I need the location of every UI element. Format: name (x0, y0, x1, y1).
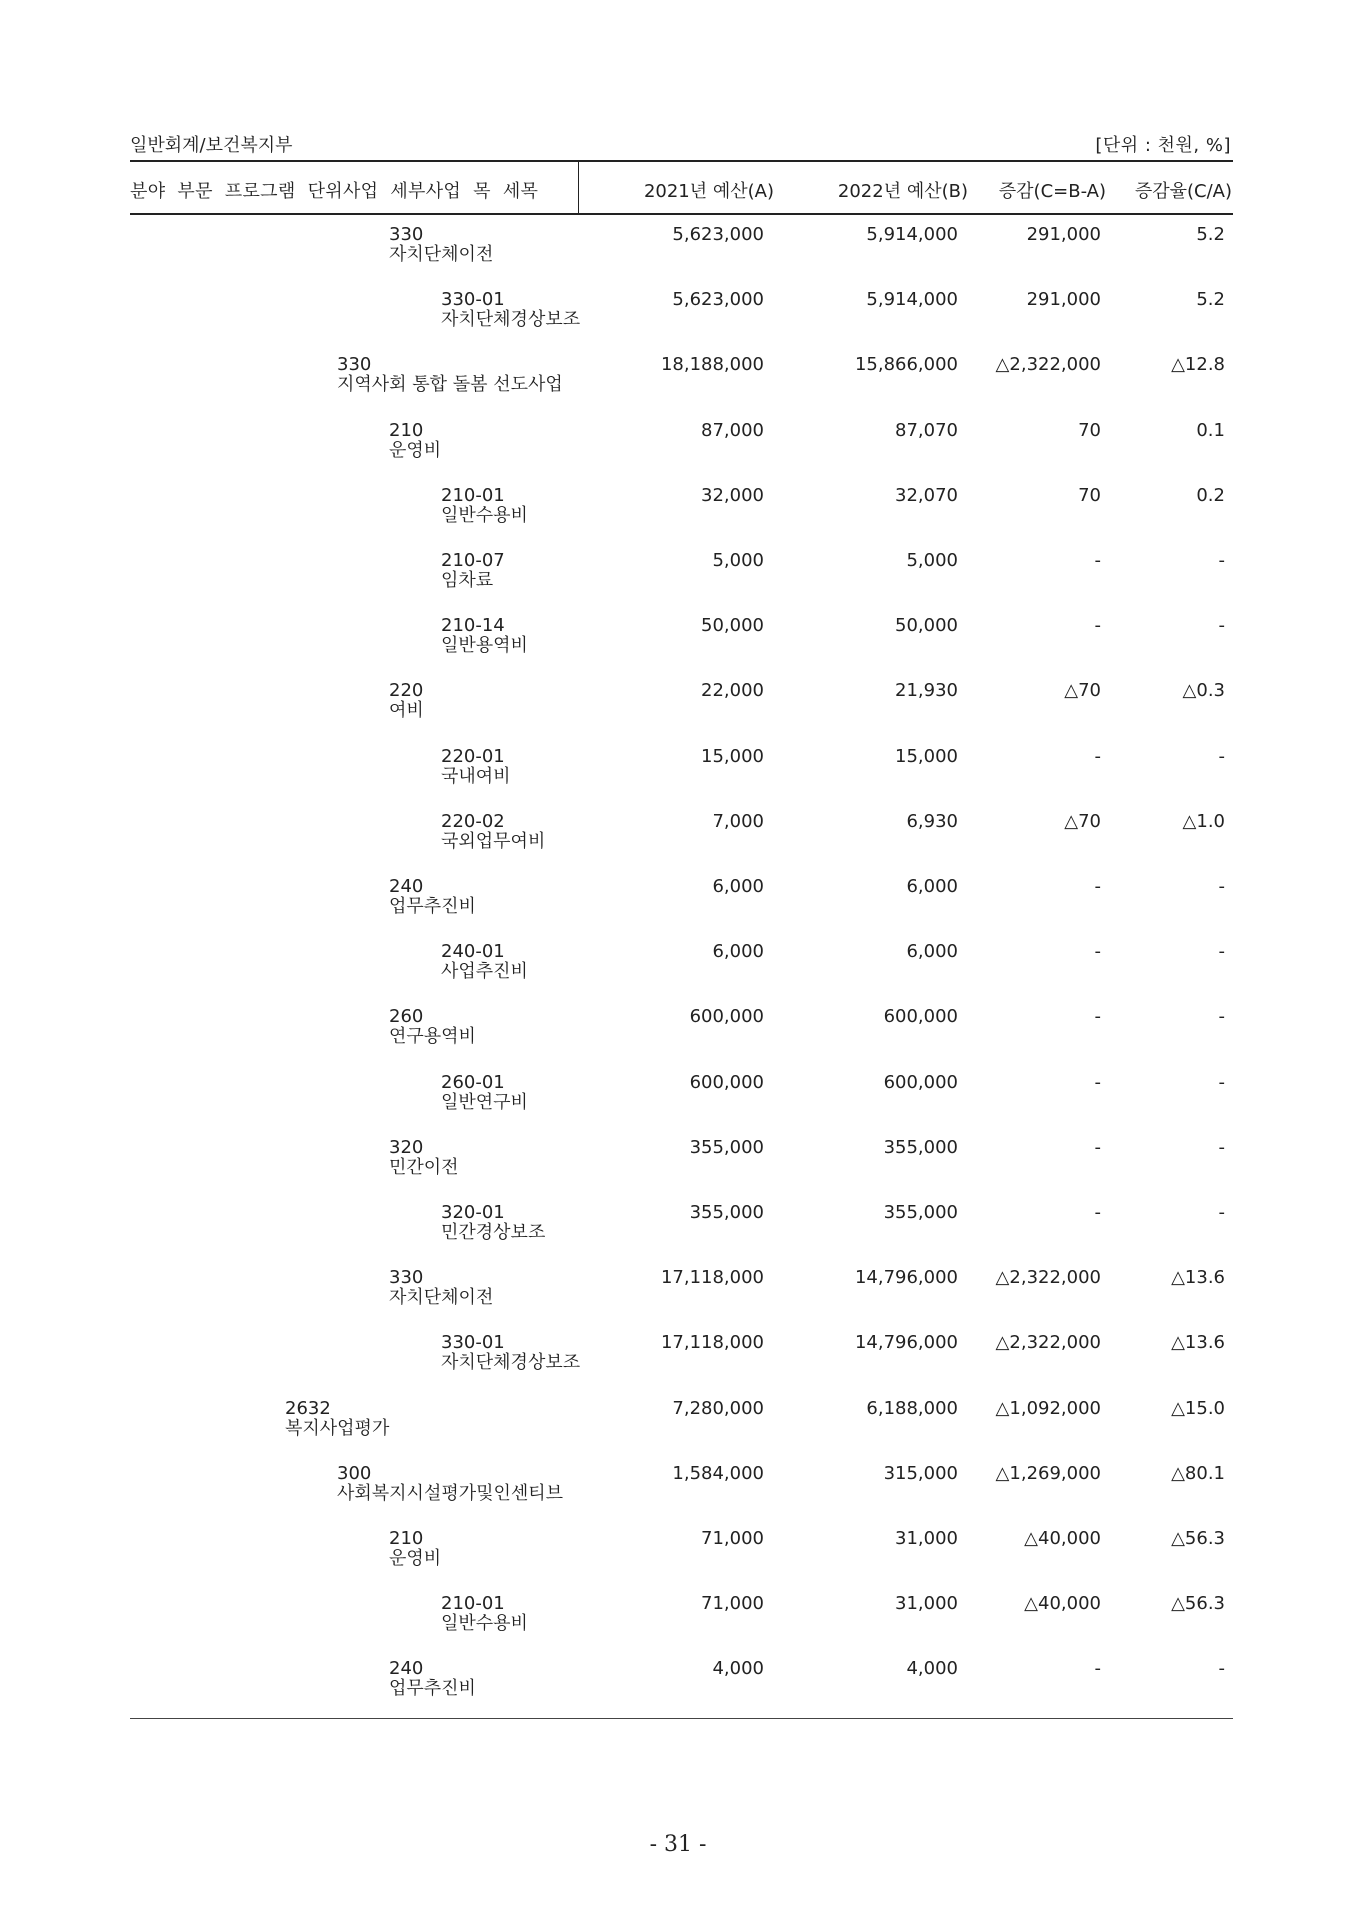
row-code: 260-01 (441, 1071, 505, 1093)
change-rate-value: 5.2 (1196, 224, 1225, 245)
row-code: 210-01 (441, 1593, 505, 1615)
row-code: 220-02 (441, 810, 505, 832)
change-value: - (1094, 1136, 1101, 1158)
budget-2022-value: 5,000 (906, 550, 958, 571)
row-code: 240 (389, 1658, 424, 1680)
change-rate-value: △13.6 (1171, 1267, 1225, 1289)
budget-2021-value: 355,000 (689, 1136, 764, 1158)
table-row (0, 876, 1356, 940)
column-header-change: 증감(C=B-A) (998, 181, 1106, 202)
change-value: 291,000 (1026, 224, 1101, 245)
budget-2022-value: 14,796,000 (854, 1267, 958, 1289)
table-row (0, 941, 1356, 1005)
change-value: △2,322,000 (995, 1267, 1101, 1289)
budget-2022-value: 6,000 (906, 941, 958, 963)
table-top-rule (130, 160, 1233, 162)
row-code: 240 (389, 876, 424, 897)
table-row (0, 1072, 1356, 1136)
change-rate-value: - (1218, 1071, 1225, 1093)
table-row (0, 1528, 1356, 1592)
table-row (0, 289, 1356, 353)
row-name: 일반연구비 (441, 1091, 528, 1113)
table-row (0, 811, 1356, 875)
row-name: 운영비 (389, 439, 442, 461)
table-row (0, 615, 1356, 679)
budget-2022-value: 14,796,000 (854, 1332, 958, 1354)
budget-2021-value: 17,118,000 (660, 1267, 764, 1289)
budget-2021-value: 22,000 (701, 680, 764, 702)
row-name: 임차료 (441, 570, 494, 591)
row-code: 210 (389, 419, 424, 441)
change-rate-value: - (1218, 876, 1225, 897)
budget-2021-value: 7,000 (712, 810, 764, 832)
change-value: - (1094, 876, 1101, 897)
budget-2022-value: 6,000 (906, 876, 958, 897)
change-value: △40,000 (1024, 1593, 1101, 1615)
budget-2021-value: 87,000 (701, 419, 764, 441)
row-code: 320-01 (441, 1202, 505, 1223)
table-row (0, 354, 1356, 418)
row-name: 복지사업평가 (285, 1417, 390, 1439)
row-code: 330 (337, 354, 372, 376)
budget-2021-value: 50,000 (701, 615, 764, 637)
row-code: 210-07 (441, 550, 505, 571)
budget-2022-value: 15,000 (895, 745, 958, 767)
change-rate-value: △13.6 (1171, 1332, 1225, 1354)
change-value: △2,322,000 (995, 1332, 1101, 1354)
change-value: △1,092,000 (995, 1397, 1101, 1419)
budget-2021-value: 18,188,000 (660, 354, 764, 376)
change-value: △1,269,000 (995, 1462, 1101, 1484)
row-code: 210-01 (441, 484, 505, 506)
change-value: - (1094, 1071, 1101, 1093)
budget-2022-value: 4,000 (906, 1658, 958, 1680)
row-name: 국내여비 (441, 765, 511, 787)
change-rate-value: - (1218, 550, 1225, 571)
budget-2022-value: 6,188,000 (866, 1397, 958, 1419)
change-value: - (1094, 745, 1101, 767)
budget-2021-value: 1,584,000 (672, 1462, 764, 1484)
change-rate-value: △56.3 (1171, 1593, 1225, 1615)
change-value: 70 (1078, 419, 1101, 441)
change-value: - (1094, 550, 1101, 571)
budget-2021-value: 17,118,000 (660, 1332, 764, 1354)
change-value: 291,000 (1026, 289, 1101, 311)
change-value: 70 (1078, 484, 1101, 506)
budget-2021-value: 600,000 (689, 1071, 764, 1093)
table-row (0, 1137, 1356, 1201)
table-row (0, 420, 1356, 484)
table-row (0, 1267, 1356, 1331)
table-row (0, 1332, 1356, 1396)
budget-2022-value: 50,000 (895, 615, 958, 637)
row-name: 업무추진비 (389, 1678, 476, 1700)
change-value: - (1094, 941, 1101, 963)
table-row (0, 1202, 1356, 1266)
budget-2022-value: 15,866,000 (854, 354, 958, 376)
budget-2022-value: 315,000 (883, 1462, 958, 1484)
budget-2022-value: 600,000 (883, 1071, 958, 1093)
change-value: - (1094, 1202, 1101, 1223)
change-rate-value: - (1218, 615, 1225, 637)
table-row (0, 550, 1356, 614)
table-row (0, 1398, 1356, 1462)
budget-2021-value: 6,000 (712, 876, 764, 897)
row-name: 민간이전 (389, 1156, 459, 1178)
row-name: 국외업무여비 (441, 830, 546, 852)
row-name: 사회복지시설평가및인센티브 (337, 1482, 564, 1504)
budget-2022-value: 31,000 (895, 1593, 958, 1615)
row-code: 2632 (285, 1397, 331, 1419)
change-rate-value: 0.2 (1196, 484, 1225, 506)
change-rate-value: △0.3 (1182, 680, 1225, 702)
row-name: 일반용역비 (441, 635, 528, 657)
change-value: △2,322,000 (995, 354, 1101, 376)
change-value: △70 (1064, 680, 1101, 702)
change-rate-value: - (1218, 1136, 1225, 1158)
table-row (0, 1463, 1356, 1527)
row-name: 업무추진비 (389, 896, 476, 917)
budget-2022-value: 21,930 (895, 680, 958, 702)
budget-2021-value: 71,000 (701, 1593, 764, 1615)
change-rate-value: △12.8 (1171, 354, 1225, 376)
table-row (0, 1658, 1356, 1722)
column-header-budget-2022: 2022년 예산(B) (837, 181, 968, 202)
budget-2022-value: 87,070 (895, 419, 958, 441)
budget-2022-value: 32,070 (895, 484, 958, 506)
unit-label: [단위 : 천원, %] (1095, 135, 1231, 156)
budget-2021-value: 5,623,000 (672, 224, 764, 245)
table-row (0, 746, 1356, 810)
budget-2022-value: 5,914,000 (866, 289, 958, 311)
row-name: 자치단체이전 (389, 244, 494, 265)
row-name: 일반수용비 (441, 1613, 528, 1635)
budget-2022-value: 355,000 (883, 1136, 958, 1158)
row-code: 260 (389, 1006, 424, 1028)
change-value: - (1094, 1658, 1101, 1680)
table-row (0, 680, 1356, 744)
row-name: 사업추진비 (441, 961, 528, 983)
row-name: 자치단체이전 (389, 1287, 494, 1309)
row-name: 여비 (389, 700, 424, 722)
column-header-budget-2021: 2021년 예산(A) (643, 181, 774, 202)
budget-2021-value: 32,000 (701, 484, 764, 506)
change-value: △40,000 (1024, 1528, 1101, 1549)
row-name: 운영비 (389, 1548, 442, 1569)
row-code: 220 (389, 680, 424, 702)
budget-2022-value: 600,000 (883, 1006, 958, 1028)
column-header-change-rate: 증감율(C/A) (1134, 181, 1232, 202)
column-header-classification: 분야 부문 프로그램 단위사업 세부사업 목 세목 (130, 181, 539, 202)
change-value: - (1094, 615, 1101, 637)
table-row (0, 224, 1356, 288)
budget-2021-value: 4,000 (712, 1658, 764, 1680)
change-rate-value: 0.1 (1196, 419, 1225, 441)
row-code: 330 (389, 224, 424, 245)
row-code: 210-14 (441, 615, 505, 637)
budget-2021-value: 5,000 (712, 550, 764, 571)
row-name: 지역사회 통합 돌봄 선도사업 (337, 374, 563, 396)
change-value: △70 (1064, 810, 1101, 832)
row-name: 자치단체경상보조 (441, 1352, 581, 1374)
budget-2021-value: 71,000 (701, 1528, 764, 1549)
header-column-separator (578, 161, 579, 213)
header-bottom-rule (130, 213, 1233, 215)
table-row (0, 1593, 1356, 1657)
change-rate-value: - (1218, 1658, 1225, 1680)
budget-2021-value: 600,000 (689, 1006, 764, 1028)
row-name: 민간경상보조 (441, 1222, 546, 1243)
change-rate-value: - (1218, 1202, 1225, 1223)
row-name: 연구용역비 (389, 1026, 476, 1048)
row-code: 330-01 (441, 1332, 505, 1354)
change-rate-value: 5.2 (1196, 289, 1225, 311)
row-code: 210 (389, 1528, 424, 1549)
table-row (0, 1006, 1356, 1070)
budget-2022-value: 355,000 (883, 1202, 958, 1223)
change-rate-value: △80.1 (1171, 1462, 1225, 1484)
change-value: - (1094, 1006, 1101, 1028)
budget-2022-value: 6,930 (906, 810, 958, 832)
change-rate-value: - (1218, 941, 1225, 963)
row-name: 일반수용비 (441, 504, 528, 526)
page-number: - 31 - (649, 1832, 707, 1857)
row-code: 300 (337, 1462, 372, 1484)
row-code: 240-01 (441, 941, 505, 963)
change-rate-value: △15.0 (1171, 1397, 1225, 1419)
row-name: 자치단체경상보조 (441, 309, 581, 331)
budget-2021-value: 7,280,000 (672, 1397, 764, 1419)
row-code: 330-01 (441, 289, 505, 311)
row-code: 320 (389, 1136, 424, 1158)
change-rate-value: △1.0 (1182, 810, 1225, 832)
budget-2021-value: 355,000 (689, 1202, 764, 1223)
change-rate-value: - (1218, 745, 1225, 767)
document-section-title: 일반회계/보건복지부 (130, 135, 293, 156)
change-rate-value: △56.3 (1171, 1528, 1225, 1549)
change-rate-value: - (1218, 1006, 1225, 1028)
table-row (0, 485, 1356, 549)
budget-2021-value: 5,623,000 (672, 289, 764, 311)
budget-2022-value: 31,000 (895, 1528, 958, 1549)
budget-2022-value: 5,914,000 (866, 224, 958, 245)
row-code: 220-01 (441, 745, 505, 767)
table-bottom-rule (130, 1718, 1233, 1719)
budget-2021-value: 6,000 (712, 941, 764, 963)
row-code: 330 (389, 1267, 424, 1289)
budget-2021-value: 15,000 (701, 745, 764, 767)
